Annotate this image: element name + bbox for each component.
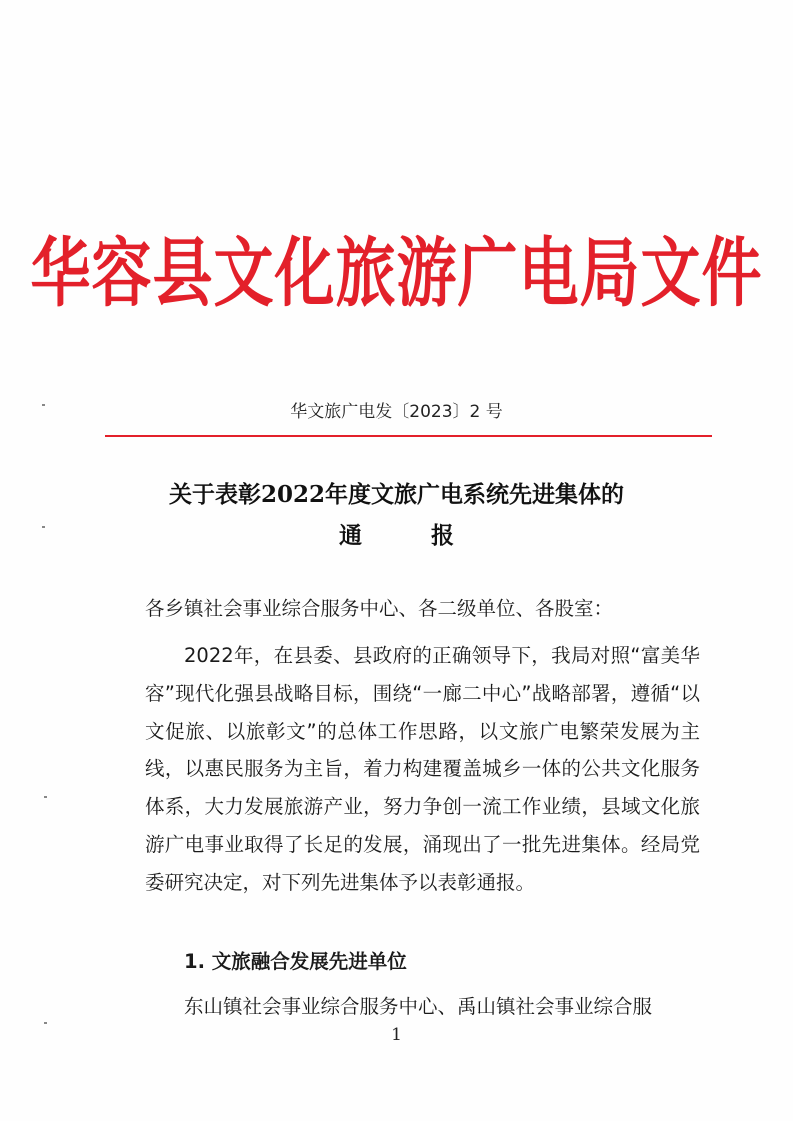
red-divider-line <box>105 435 712 437</box>
section-heading: 1. 文旅融合发展先进单位 <box>184 950 407 973</box>
addressee: 各乡镇社会事业综合服务中心、各二级单位、各股室： <box>145 597 614 620</box>
page-number: 1 <box>391 1025 402 1045</box>
masthead-title: 华容县文化旅游广电局文件 <box>30 230 763 318</box>
scan-speck <box>42 526 45 528</box>
body-paragraph: 2022年，在县委、县政府的正确领导下，我局对照“富美华容”现代化强县战略目标，围绕“一廊二中心”战略部署，遵循“以文促旅、以旅彰文”的总体工作思路，以文旅广电繁荣发展为主线，以惠民服务为主旨，着力构建覆盖城乡一体的公共文化服务体系，大力发展旅游产业，努力争创一流工作业绩，县域文化旅游广电事业取得了长足的发展，涌现出了一批先进集体。经局党委研究决定，对下列先进集体予以表彰通报。 <box>145 644 700 894</box>
body-paragraph: 东山镇社会事业综合服务中心、禹山镇社会事业综合服 <box>184 995 653 1018</box>
scan-speck <box>44 796 47 798</box>
notice-title-line-2: 通 报 <box>339 522 454 549</box>
notice-title-line-1: 关于表彰2022年度文旅广电系统先进集体的 <box>168 481 624 508</box>
document-number: 华文旅广电发〔2023〕2 号 <box>290 402 503 422</box>
scan-speck <box>44 1022 47 1024</box>
scan-speck <box>42 404 45 406</box>
